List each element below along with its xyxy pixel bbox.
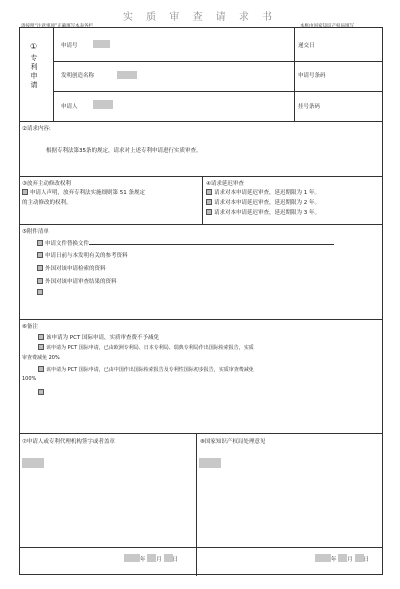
waive-amendment-row: [22, 188, 145, 196]
attachment-item: 外国对该申请审查结果的资料: [37, 277, 117, 285]
deferred-exam-option: 请求对本申请延迟审查，延迟期限为 2 年。: [206, 198, 320, 206]
office-opinion-field[interactable]: [199, 458, 221, 468]
waive-amendment-checkbox[interactable]: [22, 189, 28, 195]
remark-checkbox[interactable]: [38, 389, 44, 395]
remark-item: 该申请为 PCT 国际申请，已由中国作出国际检索报告及专利性国际初步报告，实质审查费减免: [38, 366, 254, 373]
deferred-exam-option: 请求对本申请延迟审查，延迟期限为 3 年。: [206, 208, 320, 216]
attachment-checkbox[interactable]: [37, 289, 43, 295]
deferred-1-year-checkbox[interactable]: [206, 189, 212, 195]
application-number-field[interactable]: [93, 40, 110, 48]
office-year-field[interactable]: [315, 554, 331, 562]
remarks-heading: ⑥备注: [22, 324, 38, 330]
remark-item: 该申请为 PCT 国际申请，已由欧洲专利局、日本专利局、瑞典专利局作出国际检索报告，实质: [38, 344, 254, 351]
remark-item-continuation: 审查费减免 20%: [22, 355, 60, 361]
submit-date-label: 递交日: [298, 43, 315, 49]
signature-seal-field[interactable]: [22, 458, 44, 468]
attachment-checkbox[interactable]: [37, 252, 43, 258]
deferred-3-year-checkbox[interactable]: [206, 209, 212, 215]
applicant-year-field[interactable]: [124, 554, 140, 562]
waive-amendment-text: 申请人声明，放弃专利法实施细则第 51 条规定: [30, 190, 145, 196]
attachment-item: 外国对该申请检索的资料: [37, 264, 106, 272]
applicant-month-field[interactable]: [147, 554, 156, 562]
deferred-2-year-checkbox[interactable]: [206, 199, 212, 205]
applicant-date: 年 月 日: [124, 554, 178, 563]
remark-checkbox[interactable]: [38, 366, 44, 372]
attachment-item: 申请文件替换文件: [37, 239, 334, 247]
attachment-checkbox[interactable]: [37, 278, 43, 284]
applicant-day-field[interactable]: [164, 554, 173, 562]
office-use-note: 本框由国家知识产权局填写: [300, 24, 354, 29]
remark-checkbox[interactable]: [38, 334, 44, 340]
registered-mail-barcode-label: 挂号条码: [298, 104, 321, 110]
remark-item-continuation: 100%: [22, 376, 37, 382]
invention-name-field[interactable]: [117, 71, 137, 79]
application-number-label: 申请号: [61, 43, 78, 49]
section1-number: ①: [30, 42, 38, 51]
office-opinion-heading: ⑧国家知识产权局处理意见: [200, 439, 266, 445]
attachment-checkbox[interactable]: [37, 265, 43, 271]
attachment-item: 申请日前与本发明有关的参考资料: [37, 251, 128, 259]
office-month-field[interactable]: [338, 554, 347, 562]
applicant-label: 申请人: [61, 104, 78, 110]
remark-checkbox[interactable]: [38, 344, 44, 350]
fill-instruction-note: 请按照“注意事项”正确填写本表各栏: [21, 24, 94, 29]
deferred-exam-option: 请求对本申请延迟审查，延迟期限为 1 年。: [206, 188, 320, 196]
attachment-checkbox[interactable]: [37, 240, 43, 246]
remark-item: 该申请为 PCT 国际申请，实质审查费不予减免: [38, 333, 159, 341]
applicant-signature-heading: ⑦申请人或专利代理机构签字或者盖章: [22, 439, 115, 445]
office-day-field[interactable]: [355, 554, 364, 562]
attachment-item-blank: [37, 289, 45, 296]
attachment-blank-line[interactable]: [89, 239, 334, 245]
applicant-field[interactable]: [93, 100, 113, 109]
waive-amendment-heading: ③放弃主动修改权利: [22, 181, 71, 187]
application-barcode-label: 申请号条码: [298, 73, 326, 79]
invention-name-label: 发明创造名称: [61, 73, 95, 79]
attachment-list-heading: ⑤附件清单: [22, 229, 49, 235]
waive-amendment-text-2: 的主动修改的权利。: [22, 200, 72, 206]
request-content-text: 根据专利法第35条的规定，请求对上述专利申请进行实质审查。: [46, 148, 202, 154]
request-content-heading: ②请求内容:: [22, 126, 51, 132]
patent-application-label: 专 利 申 请: [30, 54, 38, 89]
deferred-exam-heading: ④请求延迟审查: [206, 181, 244, 187]
remark-item-blank: [38, 389, 46, 396]
form-title: 实 质 审 查 请 求 书: [122, 12, 278, 23]
office-date: 年 月 日: [315, 554, 369, 563]
request-form: [19, 27, 383, 575]
